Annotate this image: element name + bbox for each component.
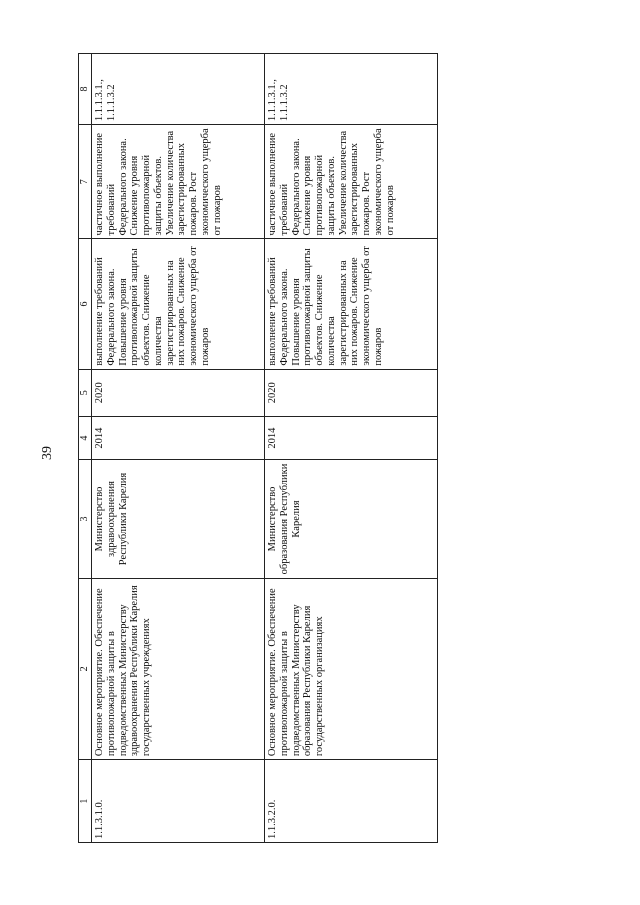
table-row [92,54,265,843]
activity-name: Основное мероприятие. Обеспечение противопожарной защиты в подведомственных Министерству образования Республики Карелия государственных организациях [265,578,438,759]
activity-code: 1.1.3.2.0. [265,760,438,843]
non-implementation-consequences: частичное выполнение требований Федерального закона. Снижение уровня противопожарной защиты объектов. Увеличение количества зарегистрированных пожаров. Рост экономического ущерба от пожаров [92,125,265,239]
header-col-5: 5 [79,369,92,416]
header-row [79,54,92,843]
program-activities-table [78,53,438,843]
non-implementation-consequences: частичное выполнение требований Федерального закона. Снижение уровня противопожарной защиты объектов. Увеличение количества зарегистрированных пожаров. Рост экономического ущерба от пожаров [265,125,438,239]
page-number: 39 [40,446,55,460]
start-year: 2014 [265,416,438,459]
linked-indicators: 1.1.1.3.1., 1.1.1.3.2 [265,54,438,125]
activity-name: Основное мероприятие. Обеспечение противопожарной защиты в подведомственных Министерству здравоохранения Республики Карелия государственных учреждениях [92,578,265,759]
start-year: 2014 [92,416,265,459]
header-col-7: 7 [79,125,92,239]
header-col-2: 2 [79,578,92,759]
header-col-3: 3 [79,460,92,578]
header-col-8: 8 [79,54,92,125]
header-col-4: 4 [79,416,92,459]
executor: Министерство здравоохранения Республики Карелия [92,460,265,578]
end-year: 2020 [92,369,265,416]
executor: Министерство образования Республики Карелия [265,460,438,578]
expected-result: выполнение требований Федерального закона. Повышение уровня противопожарной защиты объектов. Снижение количества зарегистрированных на них пожаров. Снижение экономического ущерба от пожаров [265,239,438,369]
expected-result: выполнение требований Федерального закона. Повышение уровня противопожарной защиты объектов. Снижение количества зарегистрированных на них пожаров. Снижение экономического ущерба от пожаров [92,239,265,369]
table-row [265,54,438,843]
header-col-1: 1 [79,760,92,843]
linked-indicators: 1.1.1.3.1., 1.1.1.3.2 [92,54,265,125]
rotated-table-container [78,53,438,843]
end-year: 2020 [265,369,438,416]
header-col-6: 6 [79,239,92,369]
activity-code: 1.1.3.1.0. [92,760,265,843]
